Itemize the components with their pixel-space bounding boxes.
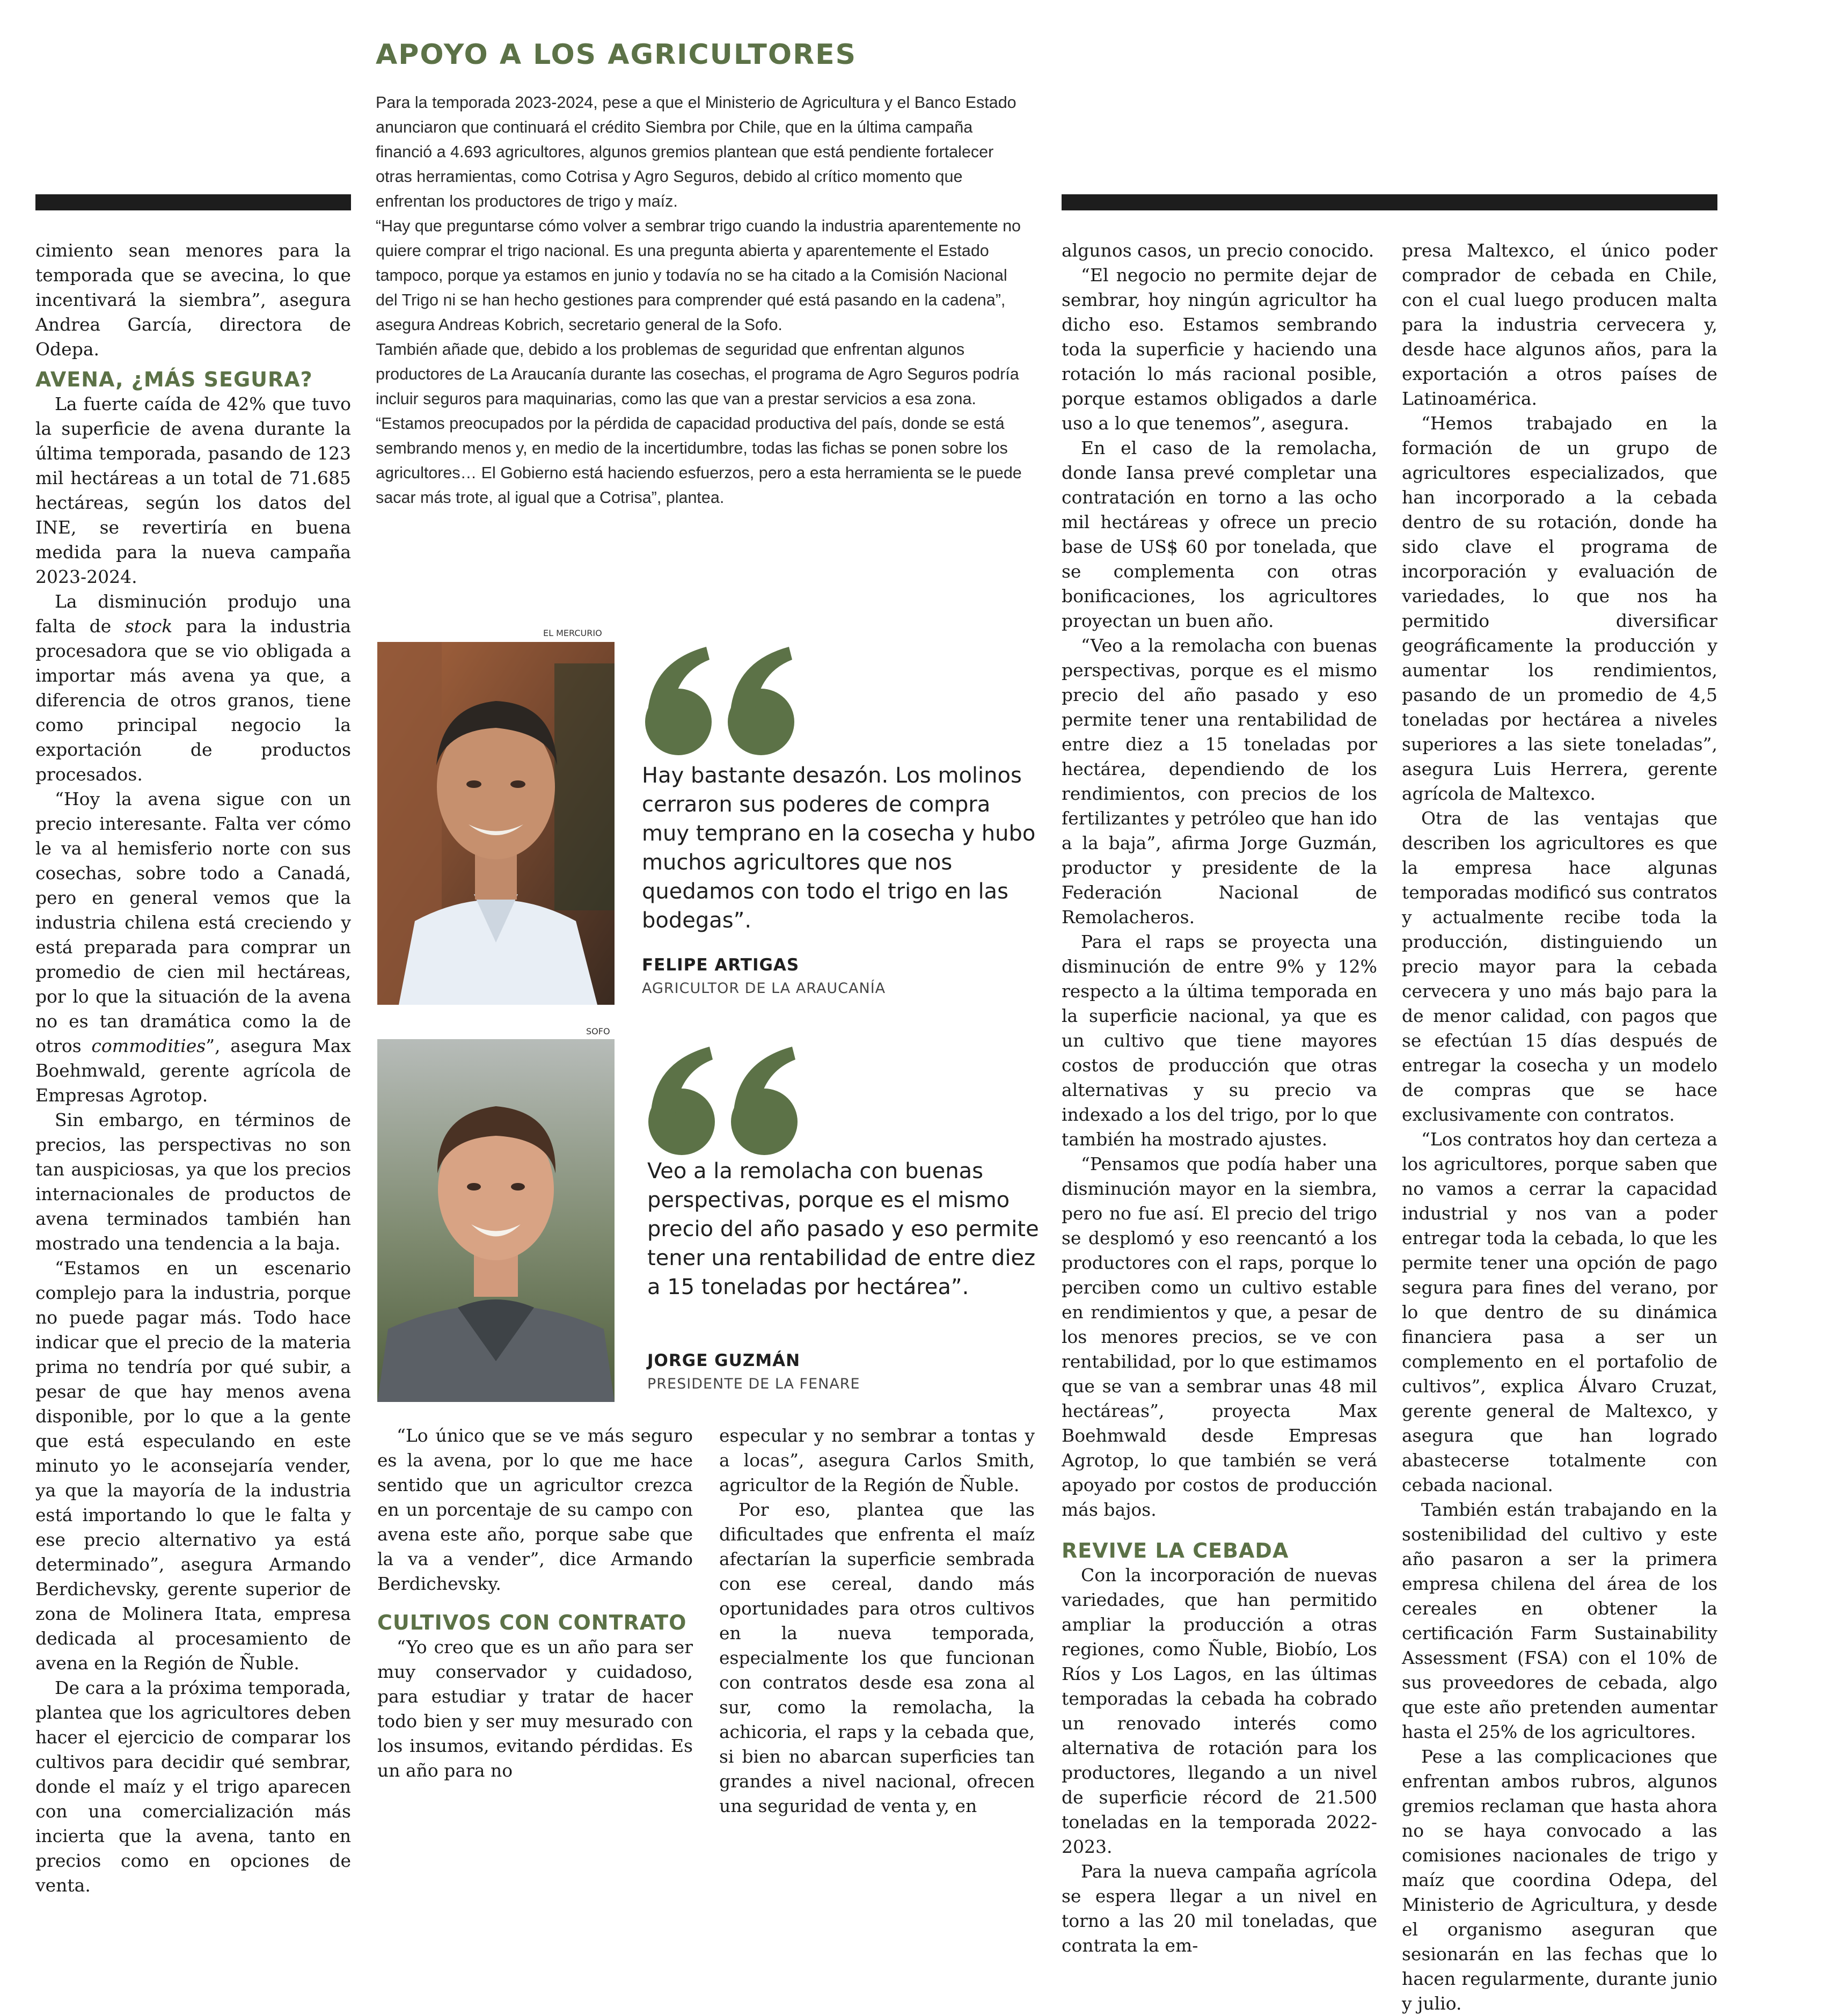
box-paragraph: “Estamos preocupados por la pérdida de capacidad productiva del país, donde se está sembrando menos y, en medio de la incertidumbre, todas las fichas se ponen sobre los agricultores… El Gobierno está haciendo esfuerzos, pero a esta herramienta se le puede sacar más trote, al igual que a Cotrisa”, plantea. xyxy=(376,414,1022,507)
paragraph-italic: commodities xyxy=(91,1035,206,1056)
paragraph: “Lo único que se ve más seguro es la avena, por lo que me hace sentido que un agricultor crezca en un porcentaje de su campo con avena este año, porque sabe que la va a vender”, dice Armando Berdichevsky. xyxy=(377,1425,693,1594)
section-rule-left xyxy=(35,194,351,210)
paragraph: Para el raps se proyecta una disminución de entre 9% y 12% respecto a la última temporada en la superficie nacional, ya que es un cultivo que tiene mayores costos de producción que otras alternativas y su precio va indexado a los del trigo, por lo que también ha mostrado ajustes. xyxy=(1062,931,1377,1150)
subheading-avena: AVENA, ¿MÁS SEGURA? xyxy=(35,368,313,391)
photo-credit-2: SOFO xyxy=(586,1026,610,1036)
paragraph-text: para la industria procesadora que se vio obligada a importar más avena ya que, a diferencia de otros granos, tiene como principal negocio la exportación de productos procesados. xyxy=(35,616,351,785)
paragraph: Con la incorporación de nuevas variedades, que han permitido ampliar la producción a otras regiones, como Ñuble, Biobío, Los Ríos y Los Lagos, en las últimas temporadas la cebada ha cobrado un renovado interés como alternativa de rotación para los productores, llegando a un nivel de superficie récord de 21.500 toneladas en la temporada 2022-2023. xyxy=(1062,1565,1377,1857)
quote-role-1: AGRICULTOR DE LA ARAUCANÍA xyxy=(642,980,886,997)
paragraph: presa Maltexco, el único poder comprador de cebada en Chile, con el cual luego producen malta para la industria cervecera y, desde hace algunos años, para la exportación a otros países de Latinoamérica. xyxy=(1402,240,1717,409)
portrait-illustration-1 xyxy=(377,642,615,1005)
article-column-5 xyxy=(1402,238,1717,2016)
paragraph: “El negocio no permite dejar de sembrar, hoy ningún agricultor ha dicho eso. Estamos sembrando toda la superficie y haciendo una rotación lo más racional posible, porque estamos obligados a darle uso a lo que tenemos”, asegura. xyxy=(1062,265,1377,434)
subheading-cultivos: CULTIVOS CON CONTRATO xyxy=(377,1611,687,1634)
article-column-2 xyxy=(377,1423,693,1783)
paragraph: algunos casos, un precio conocido. xyxy=(1062,240,1374,261)
paragraph xyxy=(35,787,351,1108)
paragraph-text: “Hoy la avena sigue con un precio interesante. Falta ver cómo le va al hemisferio norte con sus cosechas, sobre todo a Canadá, pero en general vemos que la industria chilena está creciendo y está preparada para comprar un promedio de cien mil hectáreas, por lo que la situación de la avena no es tan dramática como la de otros xyxy=(35,788,351,1056)
paragraph-italic: stock xyxy=(125,616,173,637)
portrait-illustration-2 xyxy=(377,1039,615,1402)
quote-text-1: Hay bastante desazón. Los molinos cerraron sus poderes de compra muy temprano en la cosecha y hubo muchos agricultores que nos quedamos con todo el trigo en las bodegas”. xyxy=(642,763,1036,933)
paragraph: Pese a las complicaciones que enfrentan ambos rubros, algunos gremios reclaman que hasta ahora no se haya convocado a las comisiones nacionales de trigo y maíz que coordina Odepa, del Ministerio de Agricultura, y desde el organismo aseguran que sesionarán en las fechas que lo hacen regularmente, durante junio y julio. xyxy=(1402,1746,1717,2014)
paragraph: De cara a la próxima temporada, plantea que los agricultores deben hacer el ejercicio de comparar los cultivos para decidir qué sembrar, donde el maíz y el trigo aparecen con una comercialización más incierta que la avena, tanto en precios como en opciones de venta. xyxy=(35,1677,351,1896)
paragraph: “Yo creo que es un año para ser muy conservador y cuidadoso, para estudiar y tratar de hacer todo bien y ser muy mesurado con los insumos, evitando pérdidas. Es un año para no xyxy=(377,1637,693,1781)
photo-jorge-guzman xyxy=(377,1039,615,1402)
subheading-cebada: REVIVE LA CEBADA xyxy=(1062,1539,1289,1562)
paragraph: “Hemos trabajado en la formación de un grupo de agricultores especializados, que han incorporado a la cebada dentro de su rotación, donde ha sido clave el programa de incorporación y evaluación de variedades, lo que nos ha permitido diversificar geográficamente la producción y aumentar los rendimientos, pasando de un promedio de 4,5 toneladas por hectárea a niveles superiores a las siete toneladas”, asegura Luis Herrera, gerente agrícola de Maltexco. xyxy=(1402,413,1717,804)
quote-text-2: Veo a la remolacha con buenas perspectivas, porque es el mismo precio del año pasado y eso permite tener una rentabilidad de entre diez a 15 toneladas por hectárea”. xyxy=(647,1159,1039,1299)
paragraph: Otra de las ventajas que describen los agricultores es que la empresa hace algunas temporadas modificó sus contratos y actualmente recibe toda la producción, distinguiendo un precio mayor para la cebada cervecera y uno más bajo para la de menor calidad, con pagos que se efectúan 15 días después de entregar la cosecha y un modelo de compras que se hace exclusivamente con contratos. xyxy=(1402,808,1717,1125)
paragraph: “Veo a la remolacha con buenas perspectivas, porque es el mismo precio del año pasado y eso permite tener una rentabilidad de entre diez a 15 toneladas por hectárea, dependiendo de los rendimientos, con precios de los fertilizantes y petróleo que han ido a la baja”, afirma Jorge Guzmán, productor y presidente de la Federación Nacional de Remolacheros. xyxy=(1062,635,1377,927)
photo-credit-1: EL MERCURIO xyxy=(543,628,602,638)
paragraph: Para la nueva campaña agrícola se espera llegar a un nivel en torno a las 20 mil toneladas, que contrata la em- xyxy=(1062,1861,1377,1956)
quote-author-1: FELIPE ARTIGAS xyxy=(642,955,800,975)
paragraph: cimiento sean menores para la temporada que se avecina, lo que incentivará la siembra”, asegura Andrea García, directora de Odepa. xyxy=(35,240,351,360)
paragraph-text: La disminución produjo una falta de xyxy=(35,591,351,637)
quote-role-2: PRESIDENTE DE LA FENARE xyxy=(647,1376,860,1392)
section-rule-right xyxy=(1062,194,1717,210)
quote-mark-icon xyxy=(642,641,803,762)
paragraph: “Estamos en un escenario complejo para la industria, porque no puede pagar más. Todo hace indicar que el precio de la materia prima no tendría por qué subir, a pesar de que hay menos avena disponible, por lo que a la gente que está especulando en este minuto yo le aconsejaría vender, ya que la mayoría de la industria está importando lo que le falta y ese precio alternativo ya está determinado”, asegura Armando Berdichevsky, gerente superior de zona de Molinera Itata, empresa dedicada al procesamiento de avena en la Región de Ñuble. xyxy=(35,1258,351,1674)
box-body xyxy=(376,90,1029,510)
paragraph: Por eso, plantea que las dificultades que enfrenta el maíz afectarían la superficie sembrada con ese cereal, dando más oportunidades para otros cultivos en la nueva temporada, especialmente los que funcionan con contratos desde esa zona al sur, como la remolacha, la achicoria, el raps y la cebada que, si bien no abarcan superficies tan grandes a nivel nacional, ofrecen una seguridad de venta y, en xyxy=(719,1499,1035,1816)
box-paragraph: “Hay que preguntarse cómo volver a sembrar trigo cuando la industria aparentemente no quiere comprar el trigo nacional. Es una pregunta abierta y aparentemente el Estado tampoco, porque ya estamos en junio y todavía no se ha citado a la Comisión Nacional del Trigo ni se han hecho gestiones para comprender qué está pasando en la cadena”, asegura Andreas Kobrich, secretario general de la Sofo. xyxy=(376,217,1021,334)
box-paragraph: También añade que, debido a los problemas de seguridad que enfrentan algunos productores de La Araucanía durante las cosechas, el programa de Agro Seguros podría incluir seguros para maquinarias, como las que van a prestar servicios a esa zona. xyxy=(376,340,1019,408)
box-title: APOYO A LOS AGRICULTORES xyxy=(376,39,857,71)
paragraph: “Pensamos que podía haber una disminución mayor en la siembra, pero no fue así. El precio del trigo se desplomó y eso reencantó a los productores con el raps, porque lo perciben como un cultivo estable en rendimientos y que, a pesar de los menores precios, se ve con rentabilidad, por lo que estimamos que se van a sembrar unas 48 mil hectáreas”, proyecta Max Boehmwald desde Empresas Agrotop, lo que también se verá apoyado por costos de producción más bajos. xyxy=(1062,1153,1377,1520)
article-column-4 xyxy=(1062,238,1377,1958)
paragraph: En el caso de la remolacha, donde Iansa prevé completar una contratación en torno a las ocho mil hectáreas y ofrece un precio base de US$ 60 por tonelada, que se complementa con otras bonificaciones, los agricultores proyectan un buen año. xyxy=(1062,437,1377,631)
article-column-1 xyxy=(35,238,351,1898)
paragraph: especular y no sembrar a tontas y a locas”, asegura Carlos Smith, agricultor de la Región de Ñuble. xyxy=(719,1425,1035,1495)
paragraph: También están trabajando en la sostenibilidad del cultivo y este año pasaron a ser la primera empresa chilena del área de los cereales en obtener la certificación Farm Sustainability Assessment (FSA) con el 10% de sus proveedores de cebada, algo que este año pretenden aumentar hasta el 25% de los agricultores. xyxy=(1402,1499,1717,1742)
quote-author-2: JORGE GUZMÁN xyxy=(647,1351,801,1370)
paragraph-text: ”, asegura Max Boehmwald, gerente agrícola de Empresas Agrotop. xyxy=(35,1035,351,1106)
box-paragraph: Para la temporada 2023-2024, pese a que el Ministerio de Agricultura y el Banco Estado anunciaron que continuará el crédito Siembra por Chile, que en la última campaña financió a 4.693 agricultores, algunos gremios plantean que está pendiente fortalecer otras herramientas, como Cotrisa y Agro Seguros, debido al crítico momento que enfrentan los productores de trigo y maíz. xyxy=(376,93,1016,210)
photo-felipe-artigas xyxy=(377,642,615,1005)
article-column-3 xyxy=(719,1423,1035,1818)
paragraph xyxy=(35,589,351,787)
paragraph: Sin embargo, en términos de precios, las perspectivas no son tan auspiciosas, ya que los precios internacionales de productos de avena terminados también han mostrado una tendencia a la baja. xyxy=(35,1109,351,1254)
quote-mark-icon xyxy=(645,1041,806,1162)
paragraph: La fuerte caída de 42% que tuvo la superficie de avena durante la última temporada, pasando de 123 mil hectáreas a un total de 71.685 hectáreas, según los datos del INE, se revertiría en buena medida para la nueva campaña 2023-2024. xyxy=(35,393,351,587)
paragraph: “Los contratos hoy dan certeza a los agricultores, porque saben que no vamos a cerrar la capacidad industrial y nos van a poder entregar toda la cebada, lo que les permite tener una opción de pago segura para fines del verano, por lo que dentro de su dinámica financiera pasa a ser un complemento en el portafolio de cultivos”, explica Álvaro Cruzat, gerente general de Maltexco, y asegura que han logrado abastecerse totalmente con cebada nacional. xyxy=(1402,1129,1717,1495)
